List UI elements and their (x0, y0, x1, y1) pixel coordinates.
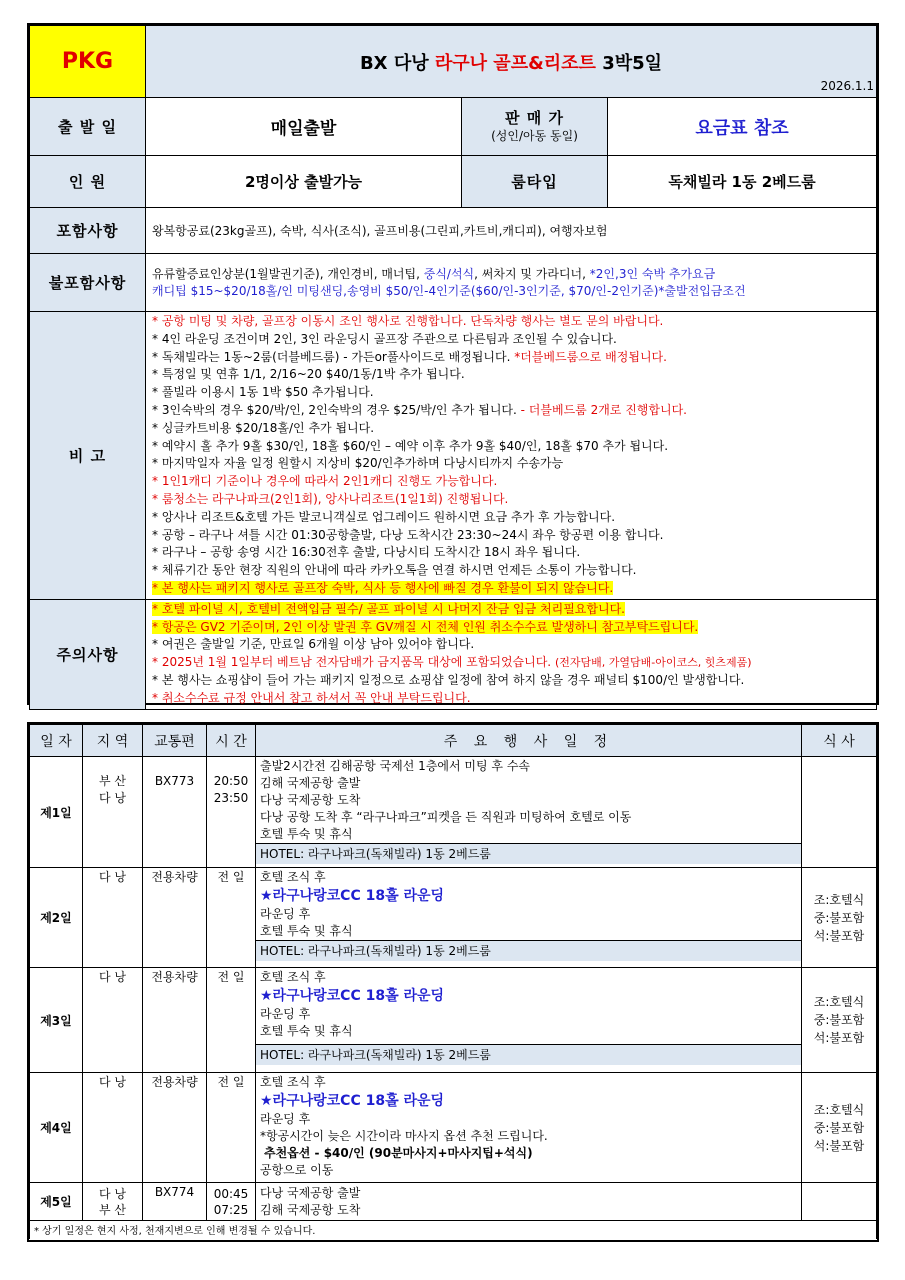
remark-item: * 앙사나 리조트&호텔 가든 발코니객실로 업그레이드 원하시면 요금 추가 후 가능합니다. (152, 509, 616, 524)
golf-round: ★라구나랑코CC 18홀 라운딩 (260, 888, 445, 904)
pkg-badge: PKG (30, 26, 146, 98)
table-row (30, 757, 877, 868)
transport: 전용차량 (143, 868, 207, 968)
day-label: 제4일 (30, 1073, 83, 1183)
remarks-list (146, 312, 877, 600)
remarks-label: 비 고 (30, 312, 146, 600)
meal (802, 757, 877, 868)
caution-list (146, 599, 877, 709)
remark-item: * 3인숙박의 경우 $20/박/인, 2인숙박의 경우 $25/박/인 추가 됩니다. - 더블베드룸 2개로 진행합니다. (152, 402, 687, 417)
day-label: 제1일 (30, 757, 83, 868)
hotel-info: HOTEL: 라구나파크(독채빌라) 1동 2베드룸 (256, 1044, 801, 1065)
golf-round: ★라구나랑코CC 18홀 라운딩 (260, 988, 445, 1004)
caution-item: * 여권은 출발일 기준, 만료일 6개월 이상 남아 있어야 합니다. (152, 637, 475, 652)
footnote: * 상기 일정은 현지 사정, 천재지변으로 인해 변경될 수 있습니다. (30, 1221, 877, 1239)
exclude-value: 유류할증료인상분(1월발권기준), 개인경비, 매너팁, 중식/석식, 써차지 및 가라디너, *2인,3인 숙박 추가요금 캐디팁 $15~$20/18홀/인 미팅샌딩,송영비 $50/인-4인기준($60/인-3인기준, $70/인-2인기준)*출발전입금조건 (146, 254, 877, 312)
day-label: 제3일 (30, 968, 83, 1073)
remark-item: * 체류기간 동안 현장 직원의 안내에 따라 카카오톡을 연결 하시면 언제든 소통이 가능합니다. (152, 563, 637, 578)
flight: BX773 (143, 757, 207, 868)
people-value: 2명이상 출발가능 (146, 156, 462, 208)
price-value: 요금표 참조 (608, 98, 877, 156)
transport: 전용차량 (143, 968, 207, 1073)
depart-label: 출 발 일 (30, 98, 146, 156)
info-table (29, 25, 877, 710)
meal: 조:호텔식 중:불포함 석:불포함 (802, 1073, 877, 1183)
col-meal: 식 사 (802, 725, 877, 757)
remark-item: * 라구나 – 공항 송영 시간 16:30전후 출발, 다낭시티 도착시간 18시 좌우 됩니다. (152, 545, 581, 560)
activity: 출발2시간전 김해공항 국제선 1층에서 미팅 후 수속 김해 국제공항 출발 다낭 국제공항 도착 다낭 공항 도착 후 “라구나파크”피켓을 든 직원과 미팅하여 호텔로 이동 호텔 투숙 및 휴식 HOTEL: 라구나파크(독채빌라) 1동 2베드룸 (256, 757, 802, 868)
transport: 전용차량 (143, 1073, 207, 1183)
remark-item: * 마지막일자 자율 일정 원할시 지상비 $20/인추가하며 다낭시티까지 수송가능 (152, 456, 564, 471)
remark-item: * 룸청소는 라구나파크(2인1회), 앙사나리조트(1일1회) 진행됩니다. (152, 491, 509, 506)
activity: 호텔 조식 후 ★라구나랑코CC 18홀 라운딩 라운딩 후 호텔 투숙 및 휴식 HOTEL: 라구나파크(독채빌라) 1동 2베드룸 (256, 968, 802, 1073)
schedule-table (29, 724, 877, 1239)
meal (802, 1183, 877, 1221)
remark-item: * 공항 미팅 및 차량, 골프장 이동시 조인 행사로 진행합니다. 단독차량 행사는 별도 문의 바랍니다. (152, 314, 664, 328)
remark-item: * 특정일 및 연휴 1/1, 2/16~20 $40/1동/1박 추가 됩니다. (152, 367, 465, 382)
depart-value: 매일출발 (146, 98, 462, 156)
page-title: BX 다낭 라구나 골프&리조트 3박5일 (359, 52, 663, 74)
schedule-box (27, 722, 879, 1242)
caution-item: * 취소수수료 규정 안내서 참고 하셔서 꼭 안내 부탁드립니다. (152, 690, 471, 705)
room-label: 룸타입 (462, 156, 608, 208)
activity: 호텔 조식 후 ★라구나랑코CC 18홀 라운딩 라운딩 후 *항공시간이 늦은 시간이라 마사지 옵션 추천 드립니다. 추천옵션 - $40/인 (90분마사지+마사지팁+석식) 공항으로 이동 (256, 1073, 802, 1183)
col-transport: 교통편 (143, 725, 207, 757)
remark-item: * 공항 – 라구나 셔틀 시간 01:30공항출발, 다낭 도착시간 23:30~24시 좌우 항공편 이용 합니다. (152, 527, 664, 542)
region: 다 낭 (83, 868, 143, 968)
info-box (27, 23, 879, 705)
time: 전 일 (207, 1073, 256, 1183)
remark-item: * 풀빌라 이용시 1동 1박 $50 추가됩니다. (152, 385, 374, 400)
flight: BX774 (143, 1183, 207, 1221)
region: 다 낭 (83, 1073, 143, 1183)
time: 00:45 07:25 (207, 1183, 256, 1221)
meal: 조:호텔식 중:불포함 석:불포함 (802, 968, 877, 1073)
exclude-label: 불포함사항 (30, 254, 146, 312)
include-value: 왕복항공료(23kg골프), 숙박, 식사(조식), 골프비용(그린피,카트비,캐디피), 여행자보험 (146, 208, 877, 254)
col-day: 일 자 (30, 725, 83, 757)
remark-item: * 싱글카트비용 $20/18홀/인 추가 됩니다. (152, 420, 375, 435)
remark-item: * 본 행사는 패키지 행사로 골프장 숙박, 식사 등 행사에 빠질 경우 환불이 되지 않습니다. (152, 580, 614, 595)
region: 다 낭 부 산 (83, 1183, 143, 1221)
people-label: 인 원 (30, 156, 146, 208)
day-label: 제5일 (30, 1183, 83, 1221)
caution-item: * 2025년 1월 1일부터 베트남 전자담배가 금지품목 대상에 포함되었습니다. (전자담배, 가열담배-아이코스, 힛츠제품) (152, 655, 752, 670)
table-row (30, 1073, 877, 1183)
time: 20:50 23:50 (207, 757, 256, 868)
activity: 호텔 조식 후 ★라구나랑코CC 18홀 라운딩 라운딩 후 호텔 투숙 및 휴식 HOTEL: 라구나파크(독채빌라) 1동 2베드룸 (256, 868, 802, 968)
caution-label: 주의사항 (30, 599, 146, 709)
room-value: 독채빌라 1동 2베드룸 (608, 156, 877, 208)
col-time: 시 간 (207, 725, 256, 757)
caution-item: * 본 행사는 쇼핑샵이 들어 가는 패키지 일정으로 쇼핑샵 일정에 참여 하지 않을 경우 패널티 $100/인 발생합니다. (152, 673, 745, 688)
caution-item: * 호텔 파이널 시, 호텔비 전액입금 필수/ 골프 파이널 시 나머지 잔금 입금 처리필요합니다. (152, 601, 625, 616)
meal: 조:호텔식 중:불포함 석:불포함 (802, 868, 877, 968)
table-row (30, 868, 877, 968)
caution-item: * 항공은 GV2 기준이며, 2인 이상 발권 후 GV깨질 시 전체 인원 취소수수료 발생하니 참고부탁드립니다. (152, 619, 699, 634)
remark-item: * 독채빌라는 1동~2룸(더블베드룸) - 가든or풀사이드로 배정됩니다. *더블베드룸으로 배정됩니다. (152, 349, 667, 364)
table-row (30, 1183, 877, 1221)
golf-round: ★라구나랑코CC 18홀 라운딩 (260, 1093, 445, 1109)
col-region: 지 역 (83, 725, 143, 757)
day-label: 제2일 (30, 868, 83, 968)
remark-item: * 예약시 홀 추가 9홀 $30/인, 18홀 $60/인 – 예약 이후 추가 9홀 $40/인, 18홀 $70 추가 됩니다. (152, 438, 669, 453)
time: 전 일 (207, 868, 256, 968)
hotel-info: HOTEL: 라구나파크(독채빌라) 1동 2베드룸 (256, 843, 801, 864)
hotel-info: HOTEL: 라구나파크(독채빌라) 1동 2베드룸 (256, 940, 801, 961)
time: 전 일 (207, 968, 256, 1073)
region: 부 산 다 낭 (83, 757, 143, 868)
issue-date: 2026.1.1 (820, 79, 874, 93)
remark-item: * 1인1캐디 기준이나 경우에 따라서 2인1캐디 진행도 가능합니다. (152, 474, 498, 489)
activity: 다낭 국제공항 출발 김해 국제공항 도착 (256, 1183, 802, 1221)
table-row (30, 968, 877, 1073)
region: 다 낭 (83, 968, 143, 1073)
price-label: 판 매 가 (성인/아동 동일) (462, 98, 608, 156)
col-plan: 주 요 행 사 일 정 (256, 725, 802, 757)
remark-item: * 4인 라운딩 조건이며 2인, 3인 라운딩시 골프장 주관으로 다른팀과 조인될 수 있습니다. (152, 331, 617, 346)
include-label: 포함사항 (30, 208, 146, 254)
title-cell (146, 26, 877, 98)
